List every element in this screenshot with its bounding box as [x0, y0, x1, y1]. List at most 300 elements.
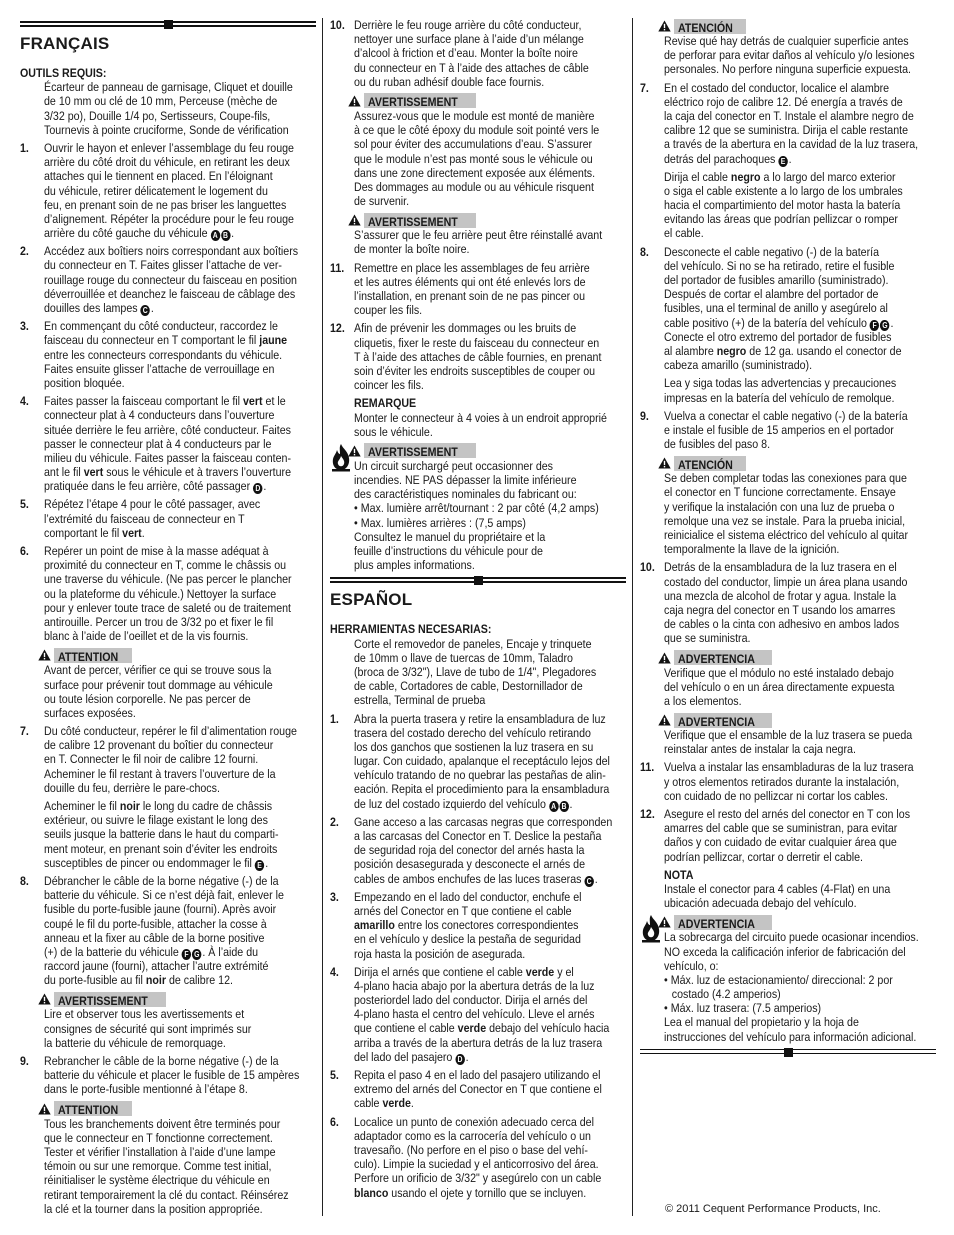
bold-term: vert	[243, 394, 263, 409]
figure-reference-badge: A	[210, 230, 219, 241]
text-line: l’installation, en prenant soin de ne pas pincer ou	[354, 289, 586, 303]
text-line: de monter la boîte noire.	[354, 242, 470, 257]
step-paragraph	[44, 497, 316, 540]
divider-square	[164, 20, 173, 29]
text-segment: usando el ojete y tornillo que se incluyen.	[388, 1185, 587, 1200]
text-line: plus amples informations.	[354, 558, 475, 573]
step-body	[44, 394, 316, 493]
text-line: travesaño. (No perfore en el piso o base del vehí-	[354, 1142, 588, 1157]
warning-label	[348, 93, 626, 109]
step-number: 10.	[640, 560, 655, 575]
warning-body	[664, 34, 936, 77]
step-body	[354, 965, 626, 1064]
step-body	[354, 261, 626, 318]
figure-reference-badge: G	[880, 320, 889, 331]
text-line: position bloquée.	[44, 375, 125, 390]
warning-body	[664, 471, 936, 556]
text-line: remolque una vez se instale. Para la prueba inicial,	[664, 513, 906, 528]
instruction-step	[640, 760, 936, 803]
step-body	[44, 1054, 316, 1097]
text-line: du connecteur en T à l’aide des attaches de câble	[354, 60, 589, 75]
text-line: del vehículo o en un área directamente expuesta	[664, 679, 895, 694]
bold-term: blanco	[354, 1185, 389, 1200]
step-paragraph	[44, 799, 316, 870]
text-segment: de calibre 12.	[166, 973, 233, 988]
instruction-step	[20, 319, 316, 390]
text-line	[354, 1186, 588, 1200]
text-segment: .	[410, 1096, 414, 1111]
text-line: instrucciones del vehículo para información adicional.	[664, 1029, 917, 1044]
step-paragraph	[354, 1068, 626, 1111]
text-line: Acheminer le fil restant à travers l’ouverture de la	[44, 766, 276, 781]
figure-reference-badge: B	[559, 801, 568, 812]
text-line: réinitialiser le système électrique du véhicule en	[44, 1173, 270, 1188]
text-line	[354, 918, 588, 932]
text-segment: le long du cadre de châssis	[139, 799, 273, 814]
warning-tag	[674, 713, 772, 728]
text-line: amarres del cable que se suministran, para evitar	[664, 821, 898, 836]
section-divider	[640, 1048, 936, 1056]
bold-term: vert	[83, 465, 104, 480]
step-paragraph	[44, 141, 316, 240]
text-line: o siga el cable existente a lo largo de los umbrales	[664, 183, 903, 198]
text-line: posición desasegurada y desconecte el arnés de	[354, 857, 586, 872]
warning-label	[348, 212, 626, 228]
fire-hazard-icon	[640, 914, 662, 944]
bold-term: jaune	[259, 333, 288, 348]
step-paragraph	[354, 18, 626, 89]
text-segment: cable	[354, 1096, 383, 1111]
step-body	[44, 874, 316, 988]
warning-label-text: ADVERTENCIA	[678, 714, 755, 729]
text-line: attaches qui le tiennent en placed. En l’éloignant	[44, 169, 273, 184]
text-line: Afin de prévenir les dommages ou les bruits de	[354, 321, 577, 336]
text-line: en T. Connecter le fil noir de calibre 12 fourni.	[44, 752, 259, 767]
text-segment: Faites passer la faisceau comportant le fil	[44, 394, 244, 409]
text-line: En commençant du côté conducteur, raccordez le	[44, 319, 278, 334]
text-line: raccord jaune (fourni), attacher l’autre extrémité	[44, 959, 269, 974]
warning-body	[664, 666, 936, 709]
text-line: eléctrico rojo de calibre 12. Dé energía a través de	[664, 94, 903, 109]
warning-block	[330, 212, 626, 256]
text-line: Detrás de la ensambladura de la luz trasera en el	[664, 560, 897, 575]
warning-body	[354, 459, 626, 573]
warning-label-text: ATTENTION	[58, 649, 119, 664]
step-paragraph	[354, 890, 626, 961]
step-number: 9.	[640, 408, 649, 423]
warning-triangle-icon	[658, 714, 671, 726]
text-segment: .	[569, 796, 573, 811]
text-line	[664, 152, 898, 166]
step-paragraph	[354, 1115, 626, 1200]
text-line: lugar. Con cuidado, apalanque el receptáculo lejos del	[354, 754, 610, 769]
figure-reference-badge: D	[253, 483, 262, 494]
warning-triangle-icon	[38, 993, 51, 1005]
text-segment: et le	[262, 394, 286, 409]
text-line: passer le connecteur plat à 4 conducteurs par le	[44, 436, 272, 451]
text-line: de cables o la cinta con adhesivo en ambos lados	[664, 617, 900, 632]
text-segment: Acheminer le fil	[44, 799, 120, 814]
step-number: 12.	[330, 321, 345, 336]
warning-block	[20, 991, 316, 1050]
step-paragraph	[44, 874, 316, 988]
text-line: entre les connecteurs correspondants du véhicule.	[44, 347, 283, 362]
text-line	[354, 871, 598, 886]
step-body	[664, 245, 936, 405]
text-line: NO exceda la calificación inferior de fabricación del	[664, 944, 906, 959]
figure-reference-badge: E	[255, 860, 264, 871]
text-line: Tester et vérifier l’installation à l’aide d’une lampe	[44, 1144, 276, 1159]
step-paragraph	[664, 245, 936, 373]
bold-term: noir	[119, 799, 140, 814]
text-line: podrían pellizcar, cortar o derretir el cable.	[664, 849, 864, 864]
warning-body	[354, 109, 626, 208]
column-french	[20, 18, 316, 1220]
bold-term: verde	[457, 1021, 487, 1036]
text-line: arrière du côté droit du véhicule, en retirant les deux	[44, 155, 290, 170]
figure-reference-badge: G	[192, 949, 201, 960]
text-line: y otros elementos retirados durante la instalación,	[664, 774, 900, 789]
text-line: costado del conductor, limpie un área plana usando	[664, 574, 908, 589]
warning-label-text: AVERTISSEMENT	[368, 95, 458, 110]
text-line: batterie du véhicule et placer le fusible de 15 ampères	[44, 1068, 300, 1083]
text-line	[44, 799, 278, 813]
text-line: S’assurer que le feu arrière peut être réinstallé avant	[354, 228, 603, 243]
warning-tag	[54, 648, 132, 663]
step-number: 3.	[20, 319, 29, 334]
text-line: Conecte el otro extremo del portador de fusibles	[664, 329, 892, 344]
step-body	[44, 544, 316, 643]
warning-label	[658, 455, 936, 471]
text-line: T à l’aide des attaches de câble fournies, en prenant	[354, 349, 602, 364]
step-paragraph	[354, 712, 626, 811]
step-number: 11.	[640, 760, 655, 775]
step-paragraph	[354, 965, 626, 1064]
warning-tag	[674, 650, 772, 665]
text-segment: pratiquée dans le feu arrière, côté passager	[44, 479, 254, 494]
block-body	[664, 882, 936, 910]
text-line: impresas en la batería del vehículo de remolque.	[664, 390, 895, 405]
copyright: © 2011 Cequent Performance Products, Inc.	[665, 1203, 881, 1215]
fire-warning-block	[640, 914, 936, 1044]
text-line: du connecteur en T. Faites glisser l’attache de ver-	[44, 258, 282, 273]
step-paragraph	[664, 560, 936, 645]
text-segment: ant le fil	[44, 465, 84, 480]
step-number: 4.	[330, 964, 339, 979]
text-line: calibre 12 que se suministra. Dirija el cable restante	[664, 123, 909, 138]
text-line	[44, 333, 288, 348]
step-paragraph	[354, 815, 626, 886]
warning-tag	[364, 213, 476, 228]
instruction-step	[330, 261, 626, 318]
text-segment: .	[150, 301, 154, 316]
text-line: blanc à l’aide de l’oeillet et de la vis fournis.	[44, 629, 249, 644]
text-line: fusibles, una el terminal de anillo y asegúrelo al	[664, 301, 888, 316]
step-body	[44, 141, 316, 240]
instruction-step	[330, 321, 626, 392]
step-body	[664, 560, 936, 645]
text-line: 3/32 po), Douille 1/4 po, Sertisseurs, Coupe-fils,	[44, 108, 271, 123]
bold-term: negro	[716, 343, 747, 358]
text-line: des caractéristiques nominales du fabricant ou:	[354, 487, 577, 502]
warning-block	[640, 712, 936, 756]
text-line: estrella, Terminal de prueba	[354, 693, 486, 708]
instruction-step	[640, 409, 936, 452]
text-segment: de luz del costado izquierdo del vehículo	[354, 796, 549, 811]
warning-label-text: AVERTISSEMENT	[58, 993, 148, 1008]
warning-block	[640, 18, 936, 77]
text-line: una mezcla de alcohol de frotar y agua. Instale la	[664, 588, 897, 603]
text-line: ou du ruban adhésif double face fournis.	[354, 74, 545, 89]
step-body	[354, 815, 626, 886]
text-line: Écarteur de panneau de garnisage, Cliquet et douille	[44, 80, 293, 95]
text-line: Répétez l’étape 4 pour le côté passager, avec	[44, 497, 261, 512]
step-body	[354, 1115, 626, 1200]
warning-triangle-icon	[658, 457, 671, 469]
text-line: l’extrémité du faisceau de connecteur en T	[44, 511, 245, 526]
step-paragraph	[354, 261, 626, 318]
text-line: coincer les fils.	[354, 378, 424, 393]
text-line: Abra la puerta trasera y retire la ensambladura de luz	[354, 711, 606, 726]
text-segment: .	[890, 315, 894, 330]
text-segment: .	[788, 151, 792, 166]
warning-body	[664, 930, 936, 1044]
warning-triangle-icon	[38, 649, 51, 661]
warning-label-text: ADVERTENCIA	[678, 652, 755, 666]
text-line: Rebrancher le câble de la borne négative (-) de la	[44, 1054, 279, 1069]
text-line: Se deben completar todas las conexiones para que	[664, 471, 907, 486]
step-body	[664, 807, 936, 864]
text-line: Assurez-vous que le module est monté de manière	[354, 108, 595, 123]
warning-tag	[364, 93, 476, 108]
text-line: Remettre en place les assemblages de feu arrière	[354, 260, 590, 275]
text-segment: douilles des lampes	[44, 301, 141, 316]
required-tools	[20, 66, 316, 137]
text-line: Lea el manual del propietario y la hoja de	[664, 1015, 859, 1030]
step-paragraph	[664, 760, 936, 803]
text-line: Revise qué hay detrás de cualquier superficie antes	[664, 34, 909, 48]
step-body	[664, 760, 936, 803]
block-label: OUTILS REQUIS:	[20, 66, 107, 80]
instruction-step	[330, 712, 626, 811]
text-segment: (+) de la batterie du véhicule	[44, 944, 182, 959]
text-line: nettoyer une surface plane à l’aide d’un mélange	[354, 32, 584, 47]
text-line: de perforar para evitar daños al vehículo y/o lesiones	[664, 48, 915, 63]
text-line: Un circuit surchargé peut occasionner des	[354, 458, 554, 473]
step-body	[354, 890, 626, 961]
text-line: con cuidado de no pellizcar ni cortar los cables.	[664, 788, 888, 803]
step-paragraph	[44, 724, 316, 795]
text-line	[664, 343, 902, 358]
text-line: Des dommages au module ou au véhicule risquent	[354, 179, 594, 194]
figure-reference-badge: C	[584, 876, 593, 887]
text-line: seuils jusque la batterie dans le haut du comparti-	[44, 827, 279, 842]
text-line: Du côté conducteur, repérer le fil d’alimentation rouge	[44, 724, 297, 739]
step-body	[354, 18, 626, 89]
text-line: cliquetis, fixer le reste du faisceau du connecteur en	[354, 335, 600, 350]
figure-reference-badge: D	[455, 1054, 464, 1065]
text-line: hacia el compartimiento del motor hasta la batería	[664, 198, 901, 213]
step-number: 4.	[20, 394, 29, 409]
text-line: a las carcasas del Conector en T. Deslice la pestaña	[354, 829, 602, 844]
instruction-step	[20, 394, 316, 493]
text-line: sol pour éviter des accumulations d’eau. S’assurer	[354, 137, 593, 152]
figure-reference-badge: F	[870, 320, 879, 331]
step-number: 9.	[20, 1054, 29, 1069]
figure-reference-badge: C	[141, 305, 150, 316]
text-line: costado (4.2 amperios)	[671, 987, 781, 1002]
text-line: de 10 mm ou clé de 10 mm, Perceuse (mèche de	[44, 94, 278, 109]
step-number: 7.	[640, 80, 649, 95]
text-line: la caja del conector en T. Instale el alambre negro de	[664, 108, 914, 123]
warning-tag	[54, 1101, 132, 1116]
step-number: 10.	[330, 18, 345, 32]
text-line: del vehículo. Si no se ha retirado, retire el fusible	[664, 258, 895, 273]
text-line: Después de cortar el alambre del portador de	[664, 287, 879, 302]
step-paragraph	[664, 807, 936, 864]
text-line: el cable.	[664, 226, 704, 241]
text-line: (broca de 3/32"), Llave de tubo de 1/4", Plegadores	[354, 664, 597, 679]
text-segment: .	[231, 226, 235, 241]
step-paragraph	[44, 319, 316, 390]
step-paragraph	[354, 321, 626, 392]
text-line: Perfore un orificio de 3/32" y asegúrelo con un cable	[354, 1171, 602, 1186]
text-line: vehículo tratando de no quebrar las pestañas de alin-	[354, 768, 606, 783]
text-line: Corte el removedor de paneles, Encaje y trinquete	[354, 636, 592, 651]
step-number: 1.	[20, 140, 29, 155]
step-number: 2.	[330, 814, 339, 829]
step-paragraph	[44, 544, 316, 643]
warning-label	[348, 443, 626, 459]
column-spanish	[640, 18, 936, 1062]
text-line	[354, 797, 588, 811]
text-line	[44, 856, 278, 870]
step-number: 3.	[330, 889, 339, 904]
warning-tag	[674, 456, 746, 471]
text-line: Avant de percer, vérifier ce qui se trouve sous la	[44, 663, 272, 678]
text-line: • Máx. luz trasera: (7.5 amperios)	[664, 1001, 822, 1016]
text-segment: du porte-fusible au fil	[44, 973, 146, 988]
warning-body	[354, 228, 626, 256]
warning-label-text: AVERTISSEMENT	[368, 214, 458, 229]
text-line: personales. No perfore ninguna superficie expuesta.	[664, 62, 912, 77]
text-line: reinicialice el sistema eléctrico del vehículo al quitar	[664, 528, 909, 542]
text-line: Monter le connecteur à 4 voies à un endroit approprié	[354, 410, 607, 425]
text-line: la batterie du véhicule de remorquage.	[44, 1035, 226, 1050]
text-line	[354, 1096, 588, 1110]
step-body	[664, 81, 936, 241]
text-line: Verifique que el ensamble de la luz trasera se pueda	[664, 728, 913, 743]
text-segment: que contiene el cable	[354, 1021, 458, 1036]
text-line	[44, 394, 286, 409]
text-segment: .	[265, 855, 269, 870]
text-line: de 10mm o llave de tuercas de 10mm, Taladro	[354, 650, 573, 665]
text-line: que se suministra.	[664, 631, 751, 646]
fire-warning-block	[330, 443, 626, 573]
step-number: 8.	[640, 244, 649, 259]
instruction-step	[330, 18, 626, 89]
warning-label-text: ATENCIÓN	[678, 457, 733, 472]
text-line: témoin ou sur une remorque. Comme test initial,	[44, 1159, 272, 1174]
text-line: la clé et la tourner dans la position appropriée.	[44, 1201, 263, 1216]
step-body	[354, 712, 626, 811]
instruction-step	[330, 890, 626, 961]
text-segment: .	[594, 871, 598, 886]
warning-body	[44, 1117, 316, 1216]
text-line: connecteur plat à 4 conducteurs dans l’ouverture	[44, 408, 275, 423]
text-line	[44, 465, 292, 480]
text-line: 4-plano hasta el centro del vehículo. Lleve el arnés	[354, 1007, 595, 1022]
text-line: • Máx. luz de estacionamiento/ direccional: 2 por	[664, 972, 893, 987]
text-line: los dos ganchos que sostienen la luz trasera en su	[354, 739, 594, 754]
step-number: 2.	[20, 244, 29, 259]
text-line: à ce que le côté époxy du module soit pointé vers le	[354, 123, 600, 138]
text-line: feuille d’instructions du véhicule pour de	[354, 544, 543, 559]
text-line: de seguridad roja del conector del arnés hasta la	[354, 843, 585, 858]
step-number: 1.	[330, 711, 339, 726]
text-line: consignes de sécurité qui sont imprimés sur	[44, 1021, 252, 1036]
instruction-step	[640, 807, 936, 864]
warning-tag	[674, 915, 772, 930]
figure-reference-badge: F	[182, 949, 191, 960]
bold-term: negro	[730, 169, 761, 184]
text-line: Vuelva a instalar las ensambladuras de la luz trasera	[664, 760, 914, 775]
block-label: REMARQUE	[354, 396, 417, 411]
instruction-step	[20, 244, 316, 315]
bold-term: amarillo	[354, 918, 395, 933]
text-line: arnés del Conector en T que contiene el cable	[354, 903, 572, 918]
step-number: 7.	[20, 724, 29, 739]
text-line: eación. Repita el procedimiento para la ensambladura	[354, 782, 610, 797]
warning-tag	[674, 19, 746, 34]
text-segment: cables de ambos enchufes de las luces traseras	[354, 871, 585, 886]
block-body	[44, 80, 316, 137]
text-line: fusible du porte-fusible jaune (fourni). Après avoir	[44, 902, 277, 917]
text-line: Tournevis à pointe cruciforme, Sonde de vérification	[44, 122, 289, 137]
text-line: culo). Limpie la suciedad y el anticorrosivo del área.	[354, 1157, 599, 1172]
text-line: a través de la abertura en la cavidad de la luz trasera,	[664, 137, 919, 152]
text-line: incendies. NE PAS dépasser la limite inférieure	[354, 473, 577, 488]
text-line: Tous les branchements doivent être terminés pour	[44, 1116, 281, 1131]
text-line: couper les fils.	[354, 303, 423, 318]
step-number: 5.	[330, 1068, 339, 1083]
text-line	[44, 526, 278, 540]
text-line	[354, 1021, 610, 1036]
figure-reference-badge: A	[549, 801, 558, 812]
warning-block	[640, 455, 936, 556]
text-segment: entre los conectores correspondientes	[394, 918, 579, 933]
text-line: Instale el conector para 4 cables (4-Flat) en una	[664, 881, 891, 896]
text-line: située derrière le feu arrière, côté conducteur. Faites	[44, 422, 291, 437]
text-line: • Max. lumières arrières : (7,5 amps)	[354, 515, 526, 530]
text-line: y verifique la instalación con una luz de prueba o	[664, 499, 895, 514]
text-line: el conector en T funcione correctamente. Ensaye	[664, 485, 896, 500]
text-line: Lea y siga todas las advertencias y precauciones	[664, 376, 897, 391]
step-body	[44, 319, 316, 390]
text-line: que le module n’est pas monté sous le véhicule ou	[354, 151, 593, 166]
step-number: 5.	[20, 497, 29, 512]
section-divider	[330, 576, 626, 584]
text-line: Ouvrir le hayon et enlever l’assemblage du feu rouge	[44, 140, 294, 155]
text-line: Empezando en el lado del conductor, enchufe el	[354, 889, 582, 904]
text-line: Repérer un point de mise à la masse adéquat à	[44, 544, 269, 559]
instruction-step	[20, 724, 316, 870]
text-segment: .	[263, 479, 267, 494]
text-line: feu, en prenant soin de ne pas briser les languettes	[44, 197, 287, 212]
text-line	[44, 973, 278, 987]
text-line: Vuelva a conectar el cable negativo (-) de la batería	[664, 408, 908, 423]
step-body	[354, 321, 626, 392]
